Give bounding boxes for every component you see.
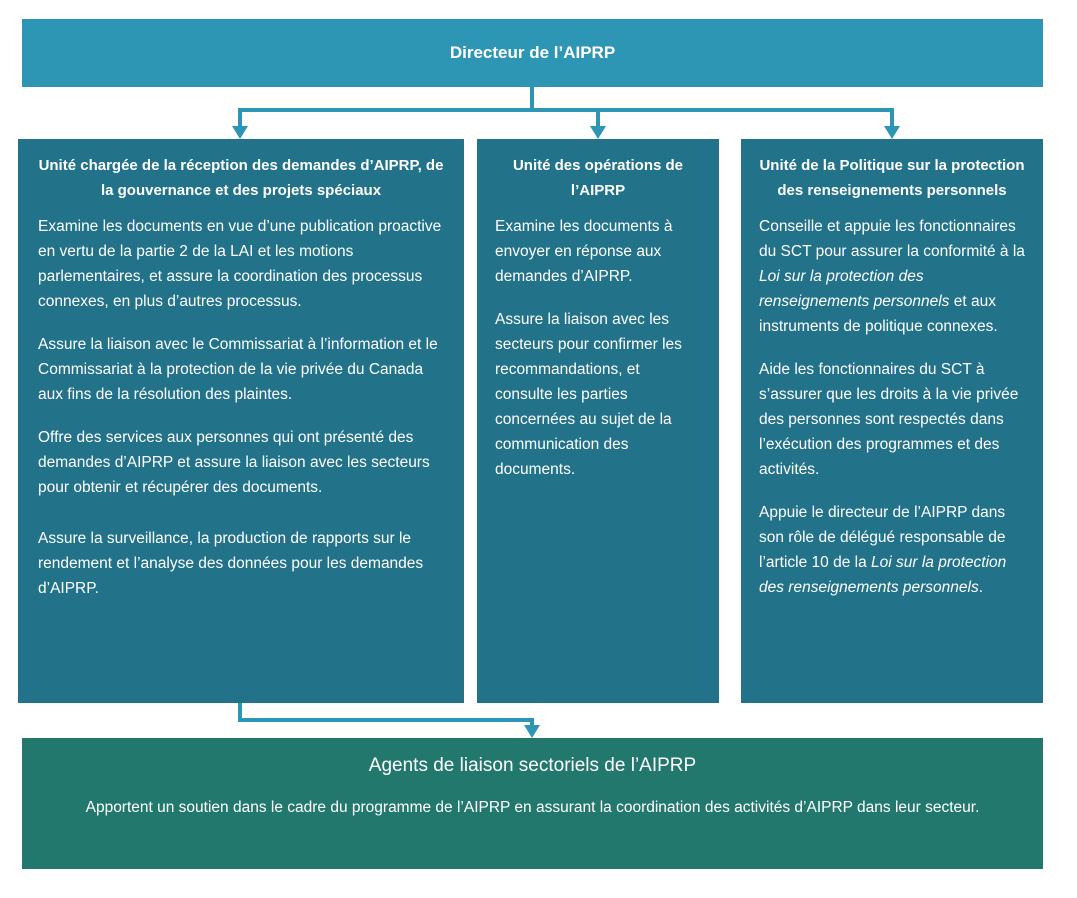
arrow-head-agents [524,725,540,738]
unit-operations-box [477,139,719,703]
arrow-head-policy [884,126,900,139]
unit-policy-paragraph-2: Aide les fonctionnaires du SCT à s’assurer que les droits à la vie privée des personnes sont respectés dans l’exécution des programmes et des activités. [759,361,1019,478]
unit-privacy-policy-box [741,139,1043,703]
unit-intake-paragraph: Assure la liaison avec le Commissariat à l’information et le Commissariat à la protection de la vie privée du Canada aux fins de la résolution des plaintes. [38,336,438,403]
act-name-italic: Loi sur la protection des renseignements personnels [759,268,950,310]
unit-operations-title: Unité des opérations de l’AIPRP [512,157,684,199]
sector-liaison-agents-box [22,738,1043,869]
director-title: Directeur de l’AIPRP [449,43,616,62]
unit-policy-paragraph-1: Conseille et appuie les fonctionnaires du SCT pour assurer la conformité à la Loi sur la protection des renseignements personnels et aux instruments de politique connexes. [759,218,1025,335]
agents-description: Apportent un soutien dans le cadre du programme de l’AIPRP en assurant la coordination des activités d’AIPRP dans leur secteur. [85,799,980,816]
unit-intake-paragraph: Assure la surveillance, la production de rapports sur le rendement et l’analyse des données pour les demandes d’AIPRP. [38,530,424,597]
unit-intake-paragraph: Examine les documents en vue d’une publication proactive en vertu de la partie 2 de la LAI et les motions parlementaires, et assure la coordination des processus connexes, en plus d’autres processus. [38,218,442,310]
arrow-head-intake [232,126,248,139]
unit-operations-paragraph: Assure la liaison avec les secteurs pour confirmer les recommandations, et consulte les parties concernées au sujet de la communication des documents. [495,311,682,478]
agents-title: Agents de liaison sectoriels de l’AIPRP [368,755,697,776]
unit-intake-paragraph: Offre des services aux personnes qui ont présenté des demandes d’AIPRP et assure la liaison avec les secteurs pour obtenir et récupérer des documents. [38,429,430,496]
unit-policy-paragraph-3: Appuie le directeur de l’AIPRP dans son rôle de délégué responsable de l’article 10 de la Loi sur la protection des renseignements personnels. [759,504,1007,596]
act-name-italic: Loi sur la protection des renseignements personnels [759,554,1007,596]
arrow-head-ops [590,126,606,139]
unit-operations-paragraph: Examine les documents à envoyer en réponse aux demandes d’AIPRP. [495,218,673,285]
unit-policy-title: Unité de la Politique sur la protection des renseignements personnels [759,157,1025,199]
unit-intake-title: Unité chargée de la réception des demandes d’AIPRP, de la gouvernance et des projets spéciaux [38,157,444,199]
unit-intake-governance-box [18,139,464,703]
director-box [22,19,1043,87]
